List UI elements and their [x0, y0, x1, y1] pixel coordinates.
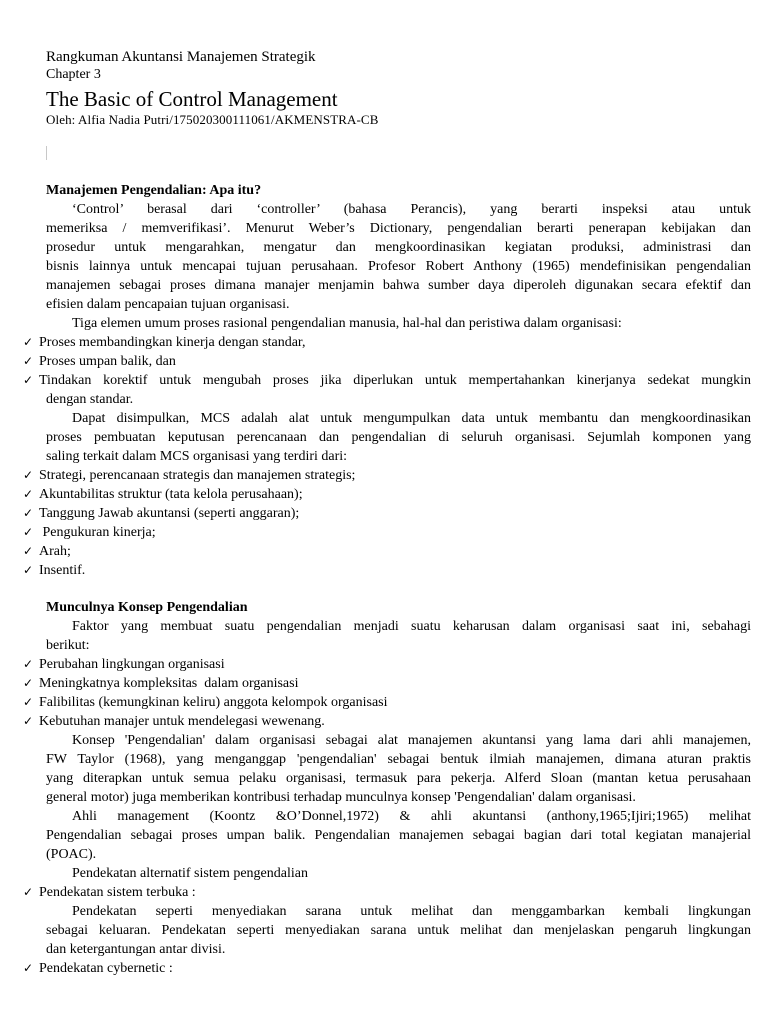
- paragraph-line: sebagai keluaran. Pendekatan seperti menyediakan sarana untuk melihat dan menjelaskan pengaruh lingkungan: [46, 923, 751, 938]
- paragraph-line: Pendekatan seperti menyediakan sarana untuk melihat dan menggambarkan kembali lingkungan: [72, 904, 751, 919]
- section-heading: Munculnya Konsep Pengendalian: [46, 600, 248, 615]
- checkmark-icon: ✓: [23, 714, 34, 728]
- paragraph-line: Ahli management (Koontz &O’Donnel,1972) & ahli akuntansi (anthony,1965;Ijiri;1965) melihat: [72, 809, 751, 824]
- list-item: Perubahan lingkungan organisasi: [39, 657, 225, 672]
- list-item: Arah;: [39, 544, 71, 559]
- paragraph-line: efisien dalam pencapaian tujuan organisasi.: [46, 297, 290, 312]
- paragraph-line: Konsep 'Pengendalian' dalam organisasi sebagai alat manajemen akuntansi yang lama dari ahli manajemen,: [72, 733, 751, 748]
- list-item: Strategi, perencanaan strategis dan manajemen strategis;: [39, 468, 356, 483]
- paragraph-line: prosedur untuk mengarahkan, mengatur dan mengkoordinasikan kegiatan produksi, administrasi dan: [46, 240, 751, 255]
- checkmark-icon: ✓: [23, 525, 34, 539]
- course-title: Rangkuman Akuntansi Manajemen Strategik: [46, 49, 316, 65]
- checkmark-icon: ✓: [23, 373, 34, 387]
- paragraph-line: bisnis lainnya untuk mencapai tujuan perusahaan. Profesor Robert Anthony (1965) mendefinisikan pengendalian: [46, 259, 751, 274]
- paragraph-line: Faktor yang membuat suatu pengendalian menjadi suatu keharusan dalam organisasi saat ini, sebahagi: [72, 619, 751, 634]
- text-cursor: [46, 146, 47, 160]
- chapter-label: Chapter 3: [46, 67, 101, 82]
- list-item: Pendekatan sistem terbuka :: [39, 885, 196, 900]
- paragraph-line: ‘Control’ berasal dari ‘controller’ (bahasa Perancis), yang berarti inspeksi atau untuk: [72, 202, 751, 217]
- paragraph-line: Tiga elemen umum proses rasional pengendalian manusia, hal-hal dan peristiwa dalam organisasi:: [72, 316, 622, 331]
- checkmark-icon: ✓: [23, 676, 34, 690]
- paragraph-line: saling terkait dalam MCS organisasi yang terdiri dari:: [46, 449, 348, 464]
- checkmark-icon: ✓: [23, 544, 34, 558]
- list-item: Proses membandingkan kinerja dengan standar,: [39, 335, 306, 350]
- paragraph-line: Pengendalian sebagai proses umpan balik. Pengendalian manajemen sebagai bagian dari total kegiatan manajerial: [46, 828, 751, 843]
- list-item: Proses umpan balik, dan: [39, 354, 176, 369]
- paragraph-line: memeriksa / memverifikasi’. Menurut Weber’s Dictionary, pengendalian berarti penerapan kebijakan dan: [46, 221, 751, 236]
- list-item: Tanggung Jawab akuntansi (seperti anggaran);: [39, 506, 300, 521]
- paragraph-line: berikut:: [46, 638, 90, 653]
- paragraph-line: (POAC).: [46, 847, 97, 862]
- checkmark-icon: ✓: [23, 657, 34, 671]
- list-item-continuation: dengan standar.: [46, 392, 134, 407]
- checkmark-icon: ✓: [23, 506, 34, 520]
- paragraph-line: general motor) juga memberikan kontribusi terhadap munculnya konsep 'Pengendalian' dalam organisasi.: [46, 790, 636, 805]
- paragraph-line: Dapat disimpulkan, MCS adalah alat untuk mengumpulkan data untuk membantu dan mengkoordinasikan: [72, 411, 751, 426]
- list-item: Insentif.: [39, 563, 86, 578]
- paragraph-line: Pendekatan alternatif sistem pengendalian: [72, 866, 308, 881]
- list-item: Pendekatan cybernetic :: [39, 961, 173, 976]
- list-item: Pengukuran kinerja;: [39, 525, 156, 540]
- list-item: Kebutuhan manajer untuk mendelegasi wewenang.: [39, 714, 325, 729]
- paragraph-line: dan ketergantungan antar divisi.: [46, 942, 226, 957]
- author-line: Oleh: Alfia Nadia Putri/175020300111061/AKMENSTRA-CB: [46, 112, 379, 127]
- section-heading: Manajemen Pengendalian: Apa itu?: [46, 183, 262, 198]
- list-item: Tindakan korektif untuk mengubah proses jika diperlukan untuk mempertahankan kinerjanya sedekat mungkin: [39, 373, 751, 388]
- checkmark-icon: ✓: [23, 563, 34, 577]
- paragraph-line: FW Taylor (1968), yang menganggap 'pengendalian' sebagai bentuk ilmiah manajemen, dimana aturan praktis: [46, 752, 751, 767]
- paragraph-line: yang diterapkan untuk semua pelaku organisasi, termasuk para pekerja. Alferd Sloan (mantan ketua perusahaan: [46, 771, 751, 786]
- paragraph-line: proses pembuatan keputusan perencanaan dan pengendalian di seluruh organisasi. Sejumlah komponen yang: [46, 430, 751, 445]
- list-item: Meningkatnya kompleksitas dalam organisasi: [39, 676, 299, 691]
- checkmark-icon: ✓: [23, 695, 34, 709]
- checkmark-icon: ✓: [23, 335, 34, 349]
- list-item: Falibilitas (kemungkinan keliru) anggota kelompok organisasi: [39, 695, 388, 710]
- checkmark-icon: ✓: [23, 468, 34, 482]
- list-item: Akuntabilitas struktur (tata kelola perusahaan);: [39, 487, 303, 502]
- checkmark-icon: ✓: [23, 354, 34, 368]
- checkmark-icon: ✓: [23, 487, 34, 501]
- checkmark-icon: ✓: [23, 961, 34, 975]
- document-title: The Basic of Control Management: [46, 87, 338, 111]
- paragraph-line: manajemen sebagai proses dimana manajer menjamin bahwa sumber daya diperoleh digunakan secara efektif dan: [46, 278, 751, 293]
- checkmark-icon: ✓: [23, 885, 34, 899]
